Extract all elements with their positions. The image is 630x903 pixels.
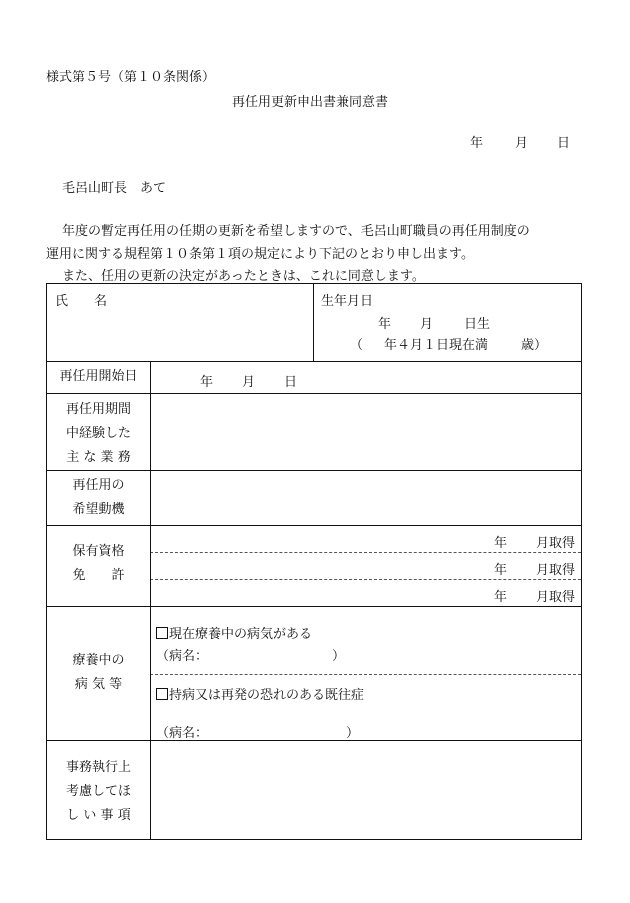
qual-row-3-acquired: 月取得 [536,590,576,605]
illness-divider [150,674,581,675]
age-text: 年４月１日現在満 [384,338,489,353]
duties-label: 再任用期間 中経験した 主 な 業 務 [65,402,131,465]
application-form-table [46,283,582,840]
body-text-line-2: 運用に関する規程第１０条第１項の規定により下記のとおり申し出ます。 [46,247,474,262]
illness-label: 療養中の 病 気 等 [72,653,125,692]
birth-year-label: 年 [378,317,392,332]
label-column-divider [150,361,151,839]
date-year-label: 年 [470,136,484,151]
illness-name-close-2: ） [346,726,360,741]
addressee: 毛呂山町長 あて [62,181,167,196]
start-date-label: 再任用開始日 [59,369,138,384]
row-divider [47,740,581,741]
qual-row-1-year: 年 [494,536,508,551]
qual-row-2-year: 年 [494,563,508,578]
motive-label: 再任用の 希望動機 [72,478,125,517]
age-unit: 歳） [521,338,548,353]
name-label: 氏 名 [55,294,108,309]
illness-name-close-1: ） [332,649,346,664]
illness-name-open-1: （病名： [156,649,209,664]
row-divider [47,470,581,471]
qual-row-2-acquired: 月取得 [536,563,576,578]
illness-option-current-label: 現在療養中の病気がある [169,627,313,642]
birth-day-label: 日生 [464,317,491,332]
document-title: 再任用更新申出書兼同意書 [232,95,389,110]
birth-label: 生年月日 [321,294,374,309]
illness-option-chronic-label: 持病又は再発の恐れのある既往症 [169,688,365,703]
birth-month-label: 月 [420,317,434,332]
illness-option-current[interactable] [156,623,312,642]
date-day-label: 日 [557,136,571,151]
qualification-divider [150,552,581,553]
row-divider [47,393,581,394]
qual-row-3-year: 年 [494,590,508,605]
qual-row-1-acquired: 月取得 [536,536,576,551]
start-day-label: 日 [284,375,298,390]
body-text-line-3: また、任用の更新の決定があったときは、これに同意します。 [62,269,425,284]
name-birth-divider [313,284,314,361]
age-open-paren: （ [350,338,364,353]
row-divider [47,361,581,362]
date-month-label: 月 [515,136,529,151]
checkbox-icon[interactable] [156,688,168,700]
start-month-label: 月 [242,375,256,390]
row-divider [47,525,581,526]
considerations-label: 事務執行上 考慮してほ し い 事 項 [65,760,131,823]
form-number: 様式第５号（第１０条関係） [46,70,216,85]
row-divider [47,606,581,607]
qualification-divider [150,579,581,580]
checkbox-icon[interactable] [156,627,168,639]
body-text-line-1: 年度の暫定再任用の任期の更新を希望しますので、毛呂山町職員の再任用制度の [62,224,530,239]
illness-option-chronic[interactable] [156,684,364,703]
start-year-label: 年 [200,375,214,390]
qualifications-label: 保有資格 免 許 [72,544,125,583]
illness-name-open-2: （病名： [156,726,209,741]
